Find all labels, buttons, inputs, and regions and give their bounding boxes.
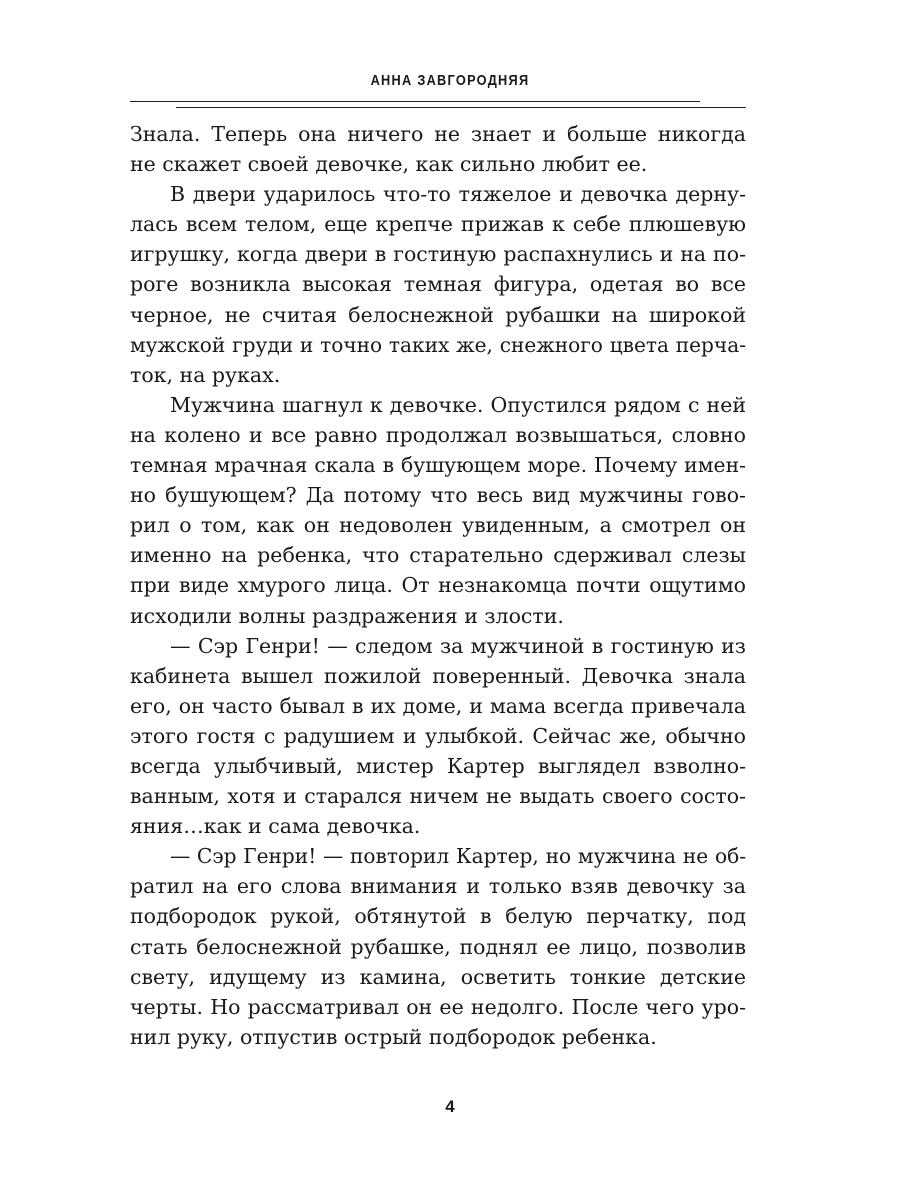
text-line: но бушующем? Да потому что весь вид мужчины гово- [130,483,746,508]
text-line: яния…как и сама девочка. [130,814,421,839]
text-line: Мужчина шагнул к девочке. Опустился рядом с ней [170,392,746,417]
text-line: темная мрачная скала в бушующем море. Почему имен- [130,453,746,478]
text-line: ток, на руках. [130,362,281,387]
text-line: стать белоснежной рубашке, поднял ее лицо, позволив [130,934,746,959]
body-text [130,119,746,1052]
text-line: кабинета вышел пожилой поверенный. Девочка знала [130,663,746,688]
text-line: именно на ребенка, что старательно сдерживал слезы [130,543,746,568]
text-line: ванным, хотя и старался ничем не выдать своего состо- [130,784,746,809]
text-line: при виде хмурого лица. От незнакомца почти ощутимо [130,573,746,598]
text-line: — Сэр Генри! — следом за мужчиной в гостиную из [170,633,746,658]
text-line: его, он часто бывал в их доме, и мама всегда привечала [130,693,746,718]
header-rule-bottom [176,107,746,108]
text-line: Знала. Теперь она ничего не знает и больше никогда [130,122,746,146]
text-line: исходили волны раздражения и злости. [130,603,564,628]
text-line: лась всем телом, еще крепче прижав к себе плюшевую [130,212,746,237]
text-line: черты. Но рассматривал он ее недолго. После чего уро- [130,994,746,1019]
text-line: — Сэр Генри! — повторил Картер, но мужчина не об- [170,844,746,869]
text-line: рил о том, как он недоволен увиденным, а смотрел он [130,513,746,538]
text-line: нил руку, отпустив острый подбородок ребенка. [130,1024,657,1049]
text-line: черное, не считая белоснежной рубашки на широкой [130,302,746,327]
text-line: не скажет своей девочке, как сильно любит ее. [130,152,648,177]
text-line: свету, идущему из камина, осветить тонкие детские [130,964,746,989]
text-line: ратил на его слова внимания и только взяв девочку за [130,874,746,899]
text-line: роге возникла высокая темная фигура, одетая во все [130,272,746,297]
header-rule-top [130,101,700,102]
text-line: В двери ударилось что-то тяжелое и девочка дерну- [170,182,746,207]
text-line: всегда улыбчивый, мистер Картер выглядел взволно- [130,753,746,778]
text-line: подбородок рукой, обтянутой в белую перчатку, под [130,904,746,929]
running-head: АННА ЗАВГОРОДНЯЯ [370,72,530,89]
text-line: мужской груди и точно таких же, снежного цвета перча- [130,332,746,357]
text-line: на колено и все равно продолжал возвышаться, словно [130,422,746,447]
page-number: 4 [445,1097,455,1116]
text-line: этого гостя с радушием и улыбкой. Сейчас же, обычно [130,723,746,748]
text-line: игрушку, когда двери в гостиную распахнулись и на по- [130,242,746,267]
